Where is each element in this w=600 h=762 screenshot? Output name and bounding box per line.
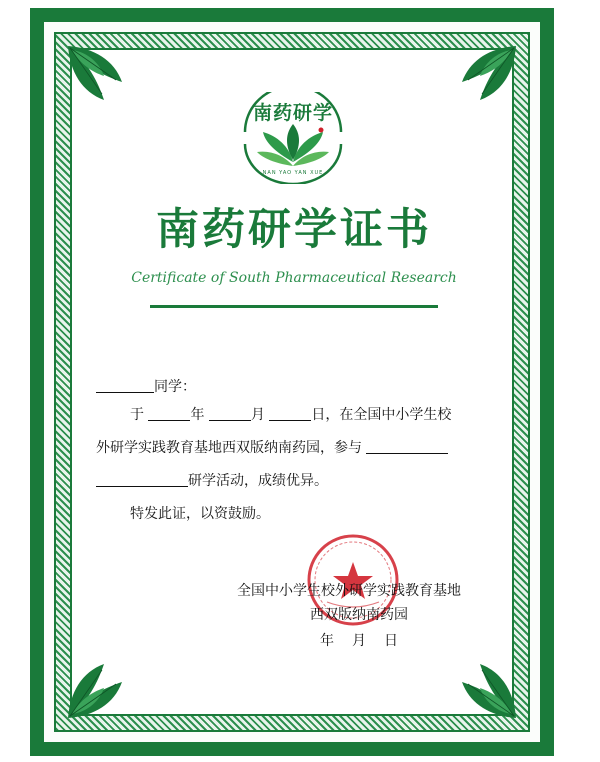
issuer-organization: 全国中小学生校外研学实践教育基地 [237,583,461,599]
year-blank [148,406,190,421]
student-name-blank [96,378,154,393]
certificate-subtitle: Certificate of South Pharmaceutical Research [131,270,457,286]
line-award: 特发此证，以资鼓励。 [130,506,270,522]
leaf-corner-ornament-icon [64,42,130,108]
line-venue: 外研学实践教育基地西双版纳南药园，参与 [96,437,448,457]
line-date: 于 年 月 日，在全国中小学生校 [130,407,452,423]
issue-date: 年 月 日 [320,633,400,649]
leaf-corner-ornament-icon [454,656,520,722]
month-blank [209,406,251,421]
logo [235,92,351,184]
leaf-corner-ornament-icon [454,42,520,108]
line-student: 同学： [96,376,196,396]
logo-subtext: NAN YAO YAN XUE [262,170,324,176]
line-activity: 研学活动，成绩优异。 [96,470,328,490]
activity-blank [366,439,448,454]
day-blank [269,406,311,421]
activity-name-blank [96,472,188,487]
logo-text: 南药研学 [252,102,333,124]
issuer-site: 西双版纳南药园 [310,607,408,623]
title-divider [150,305,438,308]
certificate-title: 南药研学证书 [156,205,432,255]
leaf-corner-ornament-icon [64,656,130,722]
